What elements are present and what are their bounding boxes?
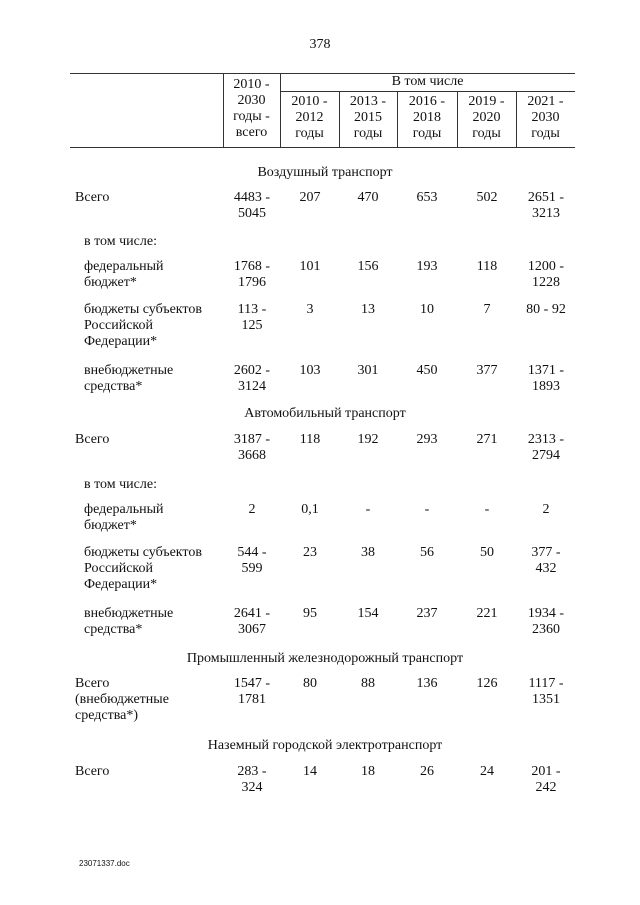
table-cell: - xyxy=(484,502,490,517)
row-label: в том числе: xyxy=(84,234,157,249)
row-label: федеральный бюджет* xyxy=(84,259,164,290)
table-cell: 544 - 599 xyxy=(237,545,267,576)
table-cell: 1768 - 1796 xyxy=(233,259,271,290)
table-cell: 26 xyxy=(420,764,434,779)
row-label: внебюджетные средства* xyxy=(84,606,174,637)
table-cell: 13 xyxy=(361,302,375,317)
table-cell: 56 xyxy=(420,545,434,560)
table-cell: 103 xyxy=(299,363,321,378)
table-cell: 118 xyxy=(299,432,321,447)
header-total: 2010 - 2030 годы - всего xyxy=(233,77,270,140)
table-cell: 2 xyxy=(248,502,256,517)
table-cell: 502 xyxy=(476,190,498,205)
table-cell: 10 xyxy=(420,302,434,317)
table-cell: 293 xyxy=(416,432,438,447)
file-name: 23071337.doc xyxy=(79,859,130,868)
header-period: 2010 - 2012 годы xyxy=(291,94,328,141)
table-cell: 0,1 xyxy=(301,502,319,517)
row-label: Всего (внебюджетные средства*) xyxy=(75,676,169,723)
table-cell: 23 xyxy=(303,545,317,560)
table-cell: - xyxy=(365,502,371,517)
table-cell: 271 xyxy=(476,432,498,447)
table-cell: 24 xyxy=(480,764,494,779)
row-label: Всего xyxy=(75,190,110,205)
section-title: Промышленный железнодорожный транспорт xyxy=(186,651,464,666)
table-cell: 38 xyxy=(361,545,375,560)
table-cell: 470 xyxy=(357,190,379,205)
table-cell: 3187 - 3668 xyxy=(233,432,271,463)
table-cell: 283 - 324 xyxy=(237,764,267,795)
table-cell: 193 xyxy=(416,259,438,274)
table-cell: 50 xyxy=(480,545,494,560)
header-period: 2013 - 2015 годы xyxy=(349,94,387,141)
row-label: бюджеты субъектов Российской Федерации* xyxy=(84,545,202,592)
table-cell: 2641 - 3067 xyxy=(233,606,271,637)
section-title: Наземный городской электротранспорт xyxy=(207,738,443,753)
table-cell: 95 xyxy=(303,606,317,621)
row-label: в том числе: xyxy=(84,477,157,492)
table-cell: 207 xyxy=(299,190,321,205)
table-cell: 3 xyxy=(306,302,314,317)
table-cell: 101 xyxy=(299,259,321,274)
table-cell: 18 xyxy=(361,764,375,779)
table-cell: 4483 - 5045 xyxy=(233,190,271,221)
table-cell: 2 xyxy=(542,502,550,517)
table-cell: 113 - 125 xyxy=(237,302,267,333)
table-cell: 1547 - 1781 xyxy=(233,676,271,707)
row-label: бюджеты субъектов Российской Федерации* xyxy=(84,302,202,349)
table-cell: 2651 - 3213 xyxy=(527,190,565,221)
table-cell: 1934 - 2360 xyxy=(527,606,565,637)
table-cell: 2313 - 2794 xyxy=(527,432,565,463)
table-cell: 80 xyxy=(303,676,317,691)
section-title: Воздушный транспорт xyxy=(257,165,393,180)
row-label: Всего xyxy=(75,432,110,447)
table-cell: 2602 - 3124 xyxy=(233,363,271,394)
header-group-label: В том числе xyxy=(391,74,464,89)
table-cell: 88 xyxy=(361,676,375,691)
row-label: федеральный бюджет* xyxy=(84,502,164,533)
group-header-rule xyxy=(280,91,575,92)
table-cell: 377 - 432 xyxy=(531,545,561,576)
table-cell: 1200 - 1228 xyxy=(527,259,565,290)
page-number: 378 xyxy=(309,37,331,52)
table-cell: 653 xyxy=(416,190,438,205)
table-cell: 14 xyxy=(303,764,317,779)
table-cell: 7 xyxy=(483,302,491,317)
row-label: Всего xyxy=(75,764,110,779)
header-period: 2021 - 2030 годы xyxy=(527,94,564,141)
table-cell: 377 xyxy=(476,363,498,378)
table-cell: - xyxy=(424,502,430,517)
section-title: Автомобильный транспорт xyxy=(244,406,406,421)
header-period: 2019 - 2020 годы xyxy=(468,94,505,141)
table-cell: 80 - 92 xyxy=(526,302,566,317)
table-cell: 237 xyxy=(416,606,438,621)
table-cell: 126 xyxy=(476,676,498,691)
table-cell: 221 xyxy=(476,606,498,621)
row-label: внебюджетные средства* xyxy=(84,363,174,394)
table-cell: 136 xyxy=(416,676,438,691)
table-cell: 201 - 242 xyxy=(531,764,561,795)
header-period: 2016 - 2018 годы xyxy=(408,94,446,141)
table-cell: 192 xyxy=(357,432,379,447)
header-bottom-rule xyxy=(70,147,575,148)
table-cell: 301 xyxy=(357,363,379,378)
table-cell: 1117 - 1351 xyxy=(528,676,564,707)
table-cell: 1371 - 1893 xyxy=(527,363,565,394)
table-cell: 118 xyxy=(476,259,498,274)
table-cell: 450 xyxy=(416,363,438,378)
table-cell: 156 xyxy=(357,259,379,274)
table-cell: 154 xyxy=(357,606,379,621)
